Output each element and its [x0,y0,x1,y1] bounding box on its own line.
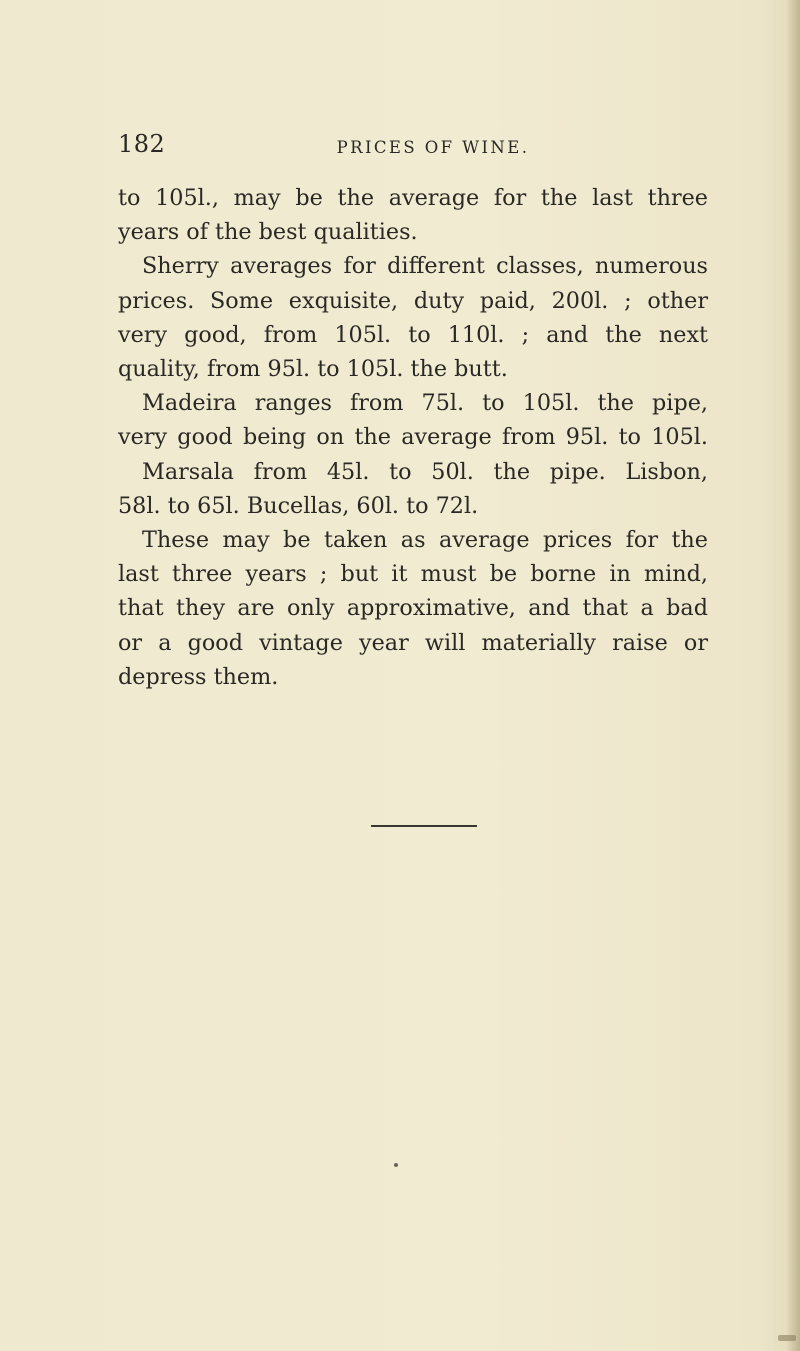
page-header [118,130,708,166]
text-line: that they are only approximative, and that a bad [118,595,708,622]
text-line: Sherry averages for different classes, numerous [142,253,708,280]
text-line: 58l. to 65l. Bucellas, 60l. to 72l. [118,492,479,519]
text-line: quality, from 95l. to 105l. the butt. [118,356,508,383]
body-text [118,181,708,694]
text-line: last three years ; but it must be borne in mind, [118,561,708,588]
text-line: very good being on the average from 95l. to 105l. [118,424,708,451]
text-line: Marsala from 45l. to 50l. the pipe. Lisbon, [142,458,708,485]
corner-mark [778,1335,796,1341]
text-line: years of the best qualities. [118,219,418,246]
text-line: or a good vintage year will materially raise or [118,629,708,656]
page-edge-shadow [786,0,800,1351]
page-speck [394,1163,398,1167]
text-line: very good, from 105l. to 110l. ; and the next [118,321,708,348]
text-line: Madeira ranges from 75l. to 105l. the pipe, [142,390,708,417]
text-line: to 105l., may be the average for the last three [118,185,708,211]
section-rule [371,825,477,827]
text-line: depress them. [118,663,279,690]
text-line: These may be taken as average prices for the [142,527,708,554]
text-line: prices. Some exquisite, duty paid, 200l. ; other [118,287,708,314]
page-number: 182 [118,130,166,158]
running-head: PRICES OF WINE. [336,138,530,157]
